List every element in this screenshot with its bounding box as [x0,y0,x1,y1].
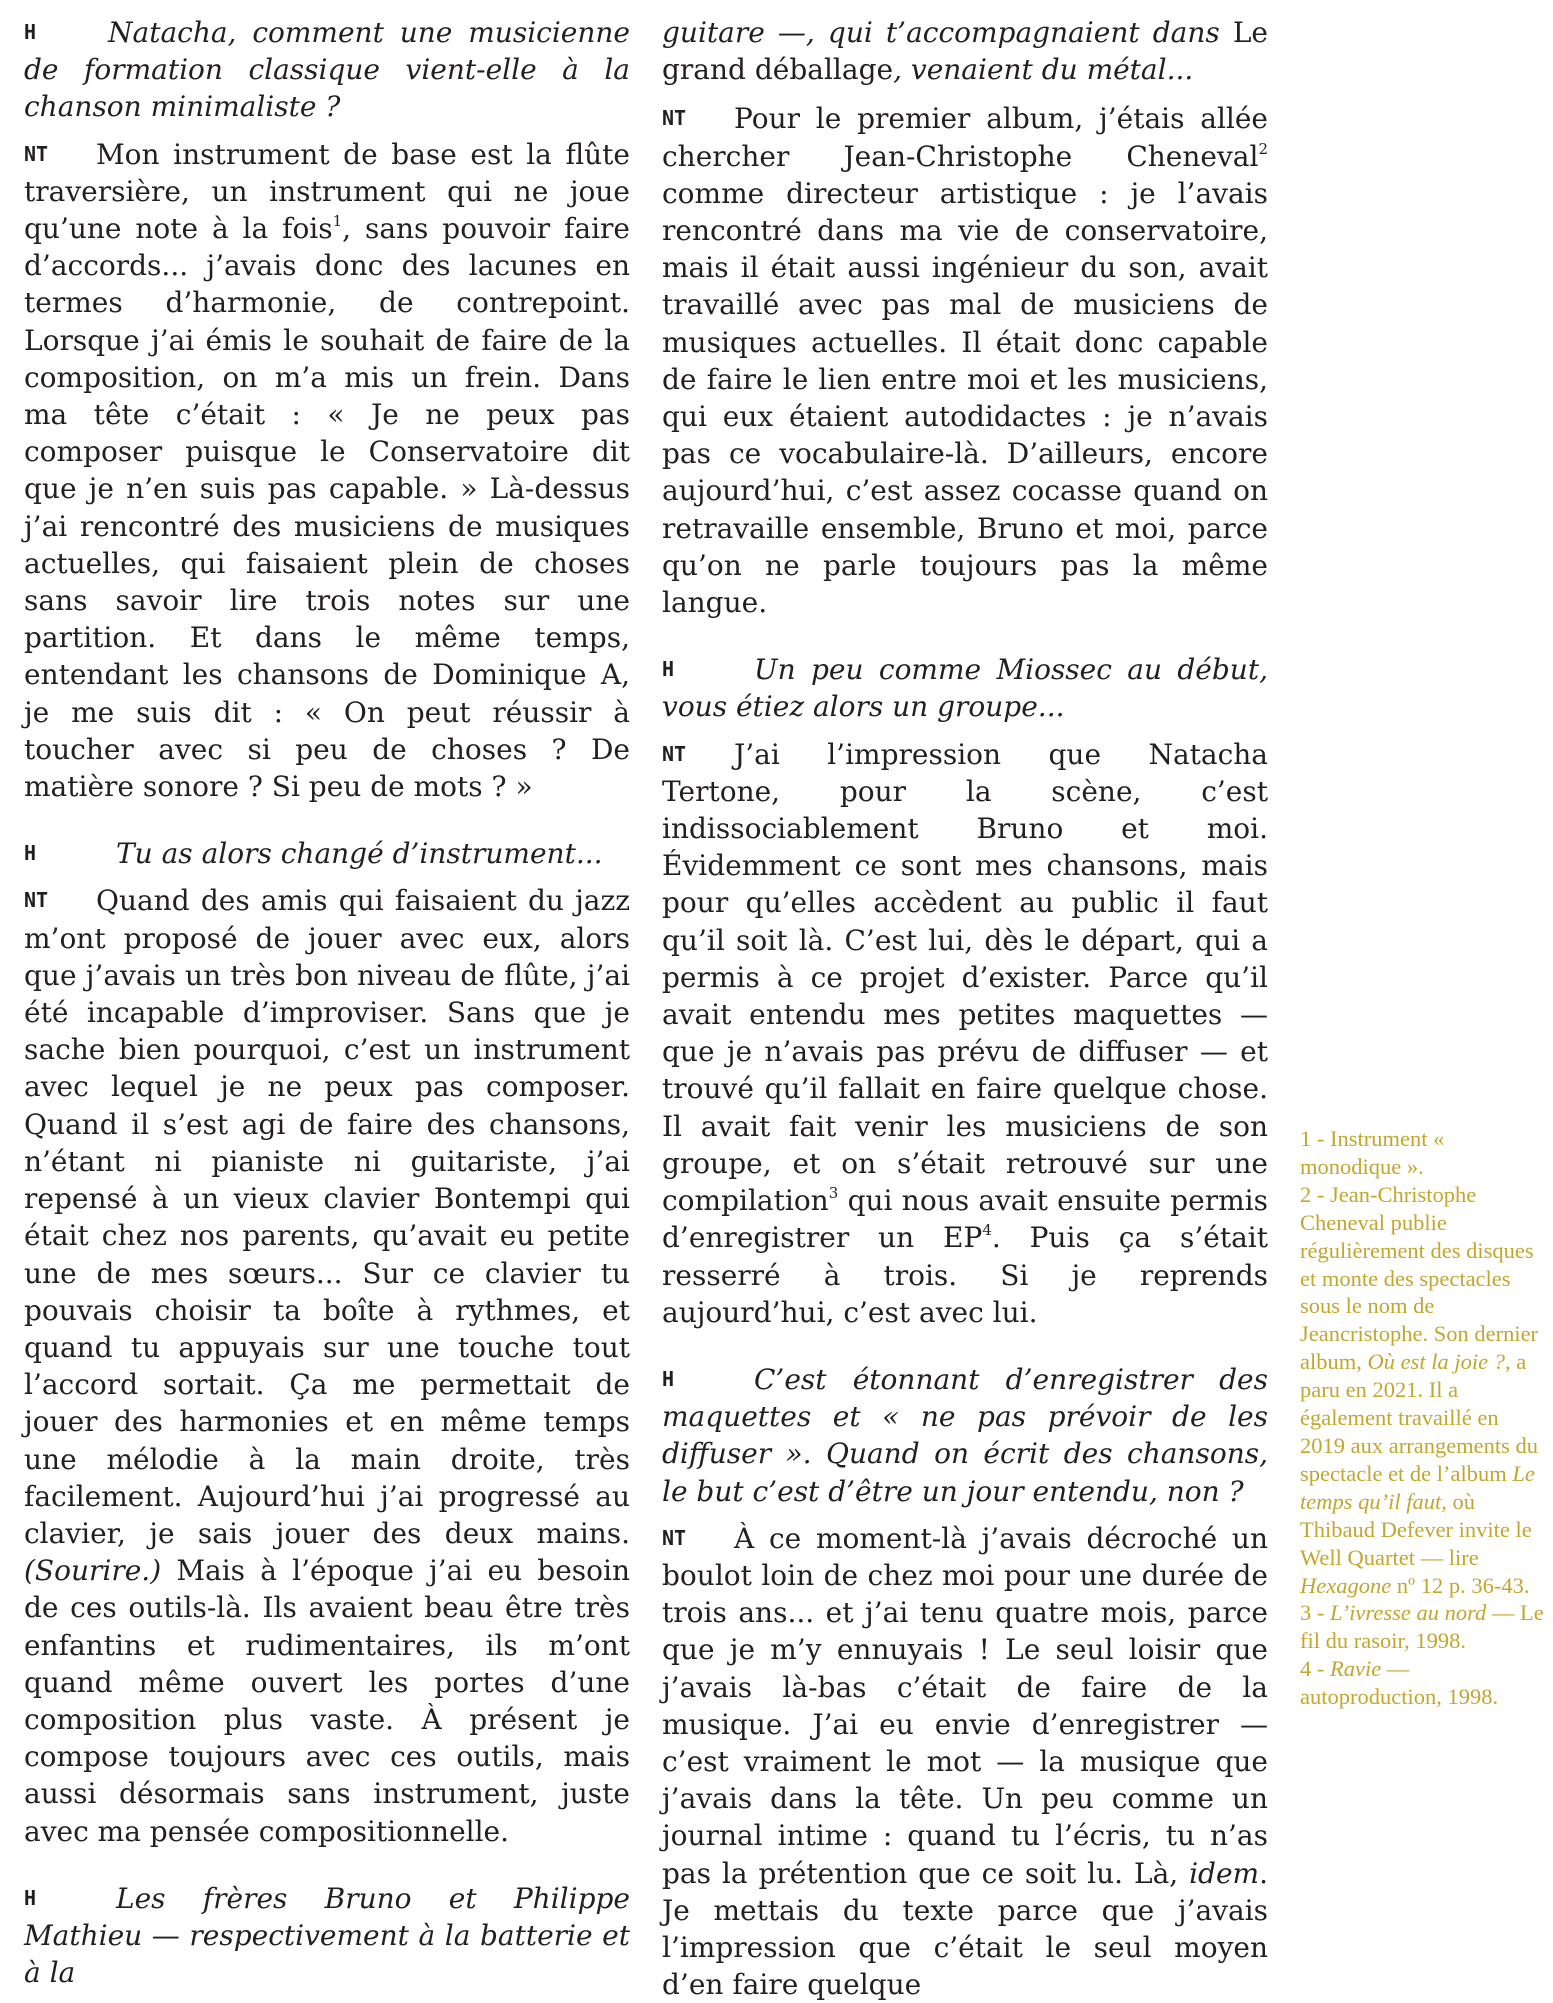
album-title: Où est la joie ? [1367,1349,1505,1375]
footnote-ref: 1 [332,212,343,231]
answer-paragraph [24,882,630,1849]
emphasis-text: idem [1189,1856,1260,1890]
album-title: Le temps qu’il faut, [1300,1460,1535,1514]
answer-paragraph [24,136,630,806]
answer-text: qui nous avait ensuite permis d’enregistrer un EP [662,1184,1268,1255]
footnote-4 [1300,1655,1544,1711]
question-paragraph [24,835,630,872]
left-column [24,14,630,1991]
footnotes-sidebar [1300,1125,1544,1711]
magazine-title: Hexagone [1300,1572,1392,1598]
answer-text: , sans pouvoir faire d’accords... j’avais donc des lacunes en termes d’harmonie, de contrepoint. Lorsque j’ai émis le souhait de faire de la composition, on m’a mis un frein. Dans ma tête c’était : « Je ne peux pas composer puisque le Conservatoire dit que je n’en suis pas capable. » Là-dessus j’ai rencontré des musiciens de musiques actuelles, qui faisaient plein de choses sans savoir lire trois notes sur une partition. Et dans le même temps, entendant les chansons de Dominique A, je me suis dit : « On peut réussir à toucher avec si peu de choses ? De matière sonore ? Si peu de mots ? » [24,212,630,804]
question-text: Les frères Bruno et Philippe Mathieu — respectivement à la batterie et à la [24,1881,630,1990]
footnote-text: 4 - [1300,1656,1330,1682]
question-text: guitare —, qui t’accompagnaient dans [662,16,1233,49]
stage-direction: (Sourire.) [24,1554,162,1588]
answer-text: comme directeur artistique : je l’avais rencontré dans ma vie de conservatoire, mais il était aussi ingénieur du son, avait travaillé avec pas mal de musiciens de musiques actuelles. Il était donc capable de faire le lien entre moi et les musiciens, qui eux étaient autodidactes : je n’avais pas ce vocabulaire-là. D’ailleurs, encore aujourd’hui, c’est assez cocasse quand on retravaille ensemble, Bruno et moi, parce qu’on ne parle toujours pas la même langue. [662,176,1268,620]
answer-paragraph [662,100,1268,621]
footnote-text: , a paru en 2021. Il a également travaillé en 2019 aux arrangements du spectacle et de l’album [1300,1349,1539,1486]
answer-text: Pour le premier album, j’étais allée chercher Jean-Christophe Cheneval [662,102,1268,173]
speaker-tag-nt: NT [662,106,687,131]
footnote-text: — autoproduction, 1998. [1300,1656,1499,1710]
speaker-tag-nt: NT [662,741,687,766]
answer-text: Quand des amis qui faisaient du jazz m’ont proposé de jouer avec eux, alors que j’avais un très bon niveau de flûte, j’ai été incapable d’improviser. Sans que je sache bien pourquoi, c’est un instrument avec lequel je ne peux pas composer. Quand il s’est agi de faire des chansons, n’étant ni pianiste ni guitariste, j’ai repensé à un vieux clavier Bontempi qui était chez nos parents, qu’avait eu petite une de mes sœurs... Sur ce clavier tu pouvais choisir ta boîte à rythmes, et quand tu appuyais sur une touche tout l’accord sortait. Ça me permettait de jouer des harmonies et en même temps une mélodie à la main droite, très facilement. Aujourd’hui j’ai progressé au clavier, je sais jouer des deux mains. [24,884,630,1550]
question-text: C’est étonnant d’enregistrer des maquettes et « ne pas prévoir de les diffuser ». Quand on écrit des chansons, le but c’est d’être un jour entendu, non ? [662,1362,1268,1508]
footnote-text: nº 12 p. 36-43. [1391,1572,1530,1598]
footnote-3 [1300,1599,1544,1655]
speaker-tag-h: H [662,657,675,682]
question-continuation [662,14,1268,88]
answer-text: Mon instrument de base est la flûte traversière, un instrument qui ne joue qu’une note à la fois [24,137,630,246]
answer-text: . Je mettais du texte parce que j’avais l’impression que c’était le seul moyen d’en faire quelque [662,1856,1268,2002]
answer-paragraph [662,1520,1268,2003]
question-text: , venaient du métal... [893,53,1194,87]
footnote-ref: 4 [982,1221,992,1240]
footnote-ref: 2 [1258,139,1268,158]
footnote-text: — Le fil du rasoir, 1998. [1300,1600,1544,1654]
album-title: L’ivresse au nord [1330,1600,1487,1626]
album-title: Le grand déballage [662,16,1268,87]
speaker-tag-h: H [24,20,37,44]
speaker-tag-nt: NT [24,888,49,913]
footnote-ref: 3 [828,1184,839,1203]
question-paragraph [24,14,630,126]
footnote-2 [1300,1181,1544,1600]
question-text: Natacha, comment une musicienne de formation classique vient-elle à la chanson minimaliste ? [24,16,630,124]
speaker-tag-nt: NT [662,1525,687,1550]
answer-text: . Puis ça s’était resserré à trois. Si je reprends aujourd’hui, c’est avec lui. [662,1221,1269,1329]
answer-text: À ce moment-là j’avais décroché un boulot loin de chez moi pour une durée de trois ans... et j’ai tenu quatre mois, parce que je m’y ennuyais ! Le seul loisir que j’avais là-bas c’était de faire de la musique. J’ai eu envie d’enregistrer — c’est vraiment le mot — la musique que j’avais dans la tête. Un peu comme un journal intime : quand tu l’écris, tu n’as pas la prétention que ce soit lu. Là, [662,1521,1268,1890]
album-title: Ravie [1330,1656,1382,1682]
speaker-tag-h: H [662,1366,675,1391]
speaker-tag-nt: NT [24,141,49,166]
question-text: Un peu comme Miossec au début, vous étiez alors un groupe... [662,653,1268,724]
footnote-text: 2 - Jean-Christophe Cheneval publie régulièrement des disques et monte des spectacles sous le nom de Jeancristophe. Son dernier album, [1300,1181,1539,1375]
speaker-tag-h: H [24,1885,37,1910]
question-paragraph [24,1880,630,1992]
speaker-tag-h: H [24,841,37,866]
right-column [662,14,1268,2003]
answer-text: J’ai l’impression que Natacha Tertone, pour la scène, c’est indissociablement Bruno et moi. Évidemment ce sont mes chansons, mais pour qu’elles accèdent au public il faut qu’il soit là. C’est lui, dès le départ, qui a permis à ce projet d’exister. Parce qu’il avait entendu mes petites maquettes — que je n’avais pas prévu de diffuser — et trouvé qu’il fallait en faire quelque chose. Il avait fait venir les musiciens de son groupe, et on s’était retrouvé sur une compilation [662,737,1268,1218]
footnote-text: 3 - [1300,1600,1330,1626]
question-paragraph [662,1361,1268,1510]
question-paragraph [662,651,1268,725]
footnote-text: où Thibaud Defever invite le Well Quartet — lire [1300,1488,1532,1570]
footnote-1: 1 - Instrument « monodique ». [1300,1126,1445,1179]
answer-paragraph [662,736,1268,1331]
answer-text: Mais à l’époque j’ai eu besoin de ces outils-là. Ils avaient beau être très enfantins et rudimentaires, ils m’ont quand même ouvert les portes d’une composition plus vaste. À présent je compose toujours avec ces outils, mais aussi désormais sans instrument, juste avec ma pensée compositionnelle. [24,1554,630,1848]
question-text: Tu as alors changé d’instrument... [116,837,603,871]
